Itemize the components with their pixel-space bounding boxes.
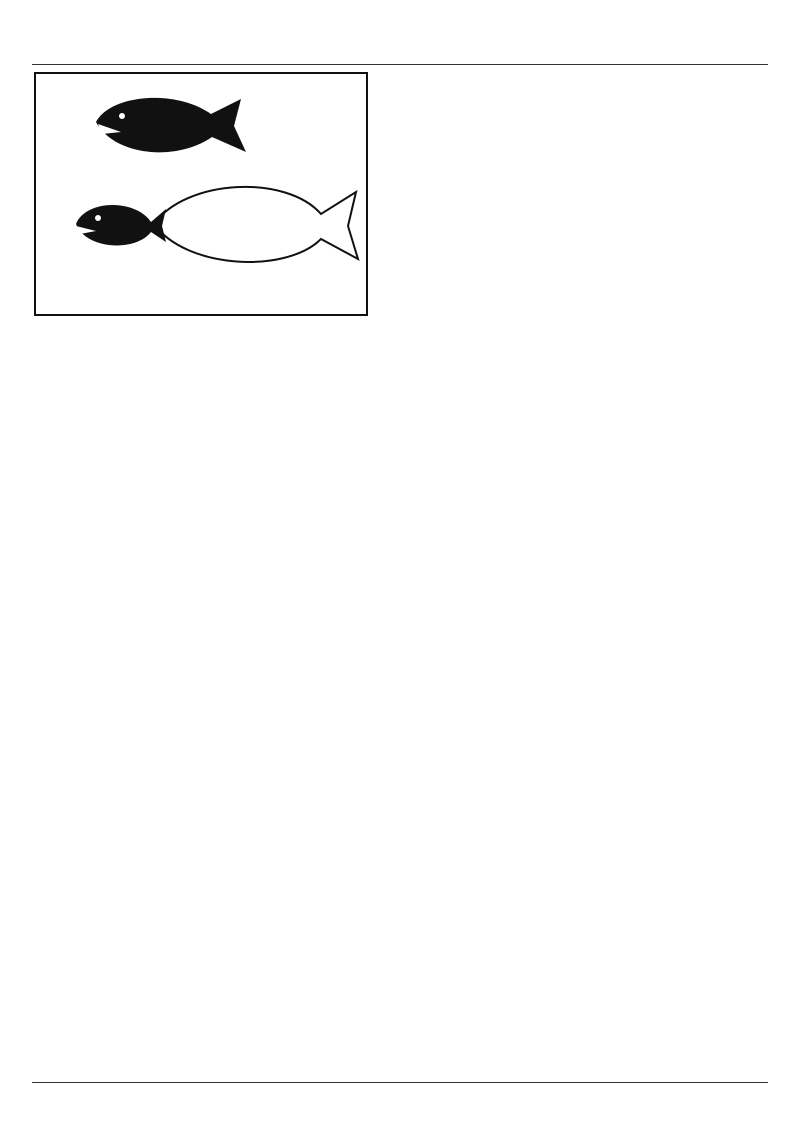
big-fish-icon (96, 98, 246, 152)
header-rule (32, 64, 768, 65)
footer-rule (32, 1082, 768, 1083)
fish-illustration (34, 72, 368, 316)
page-header (32, 40, 768, 62)
left-column (38, 72, 390, 316)
black-fish-icon (76, 205, 166, 245)
